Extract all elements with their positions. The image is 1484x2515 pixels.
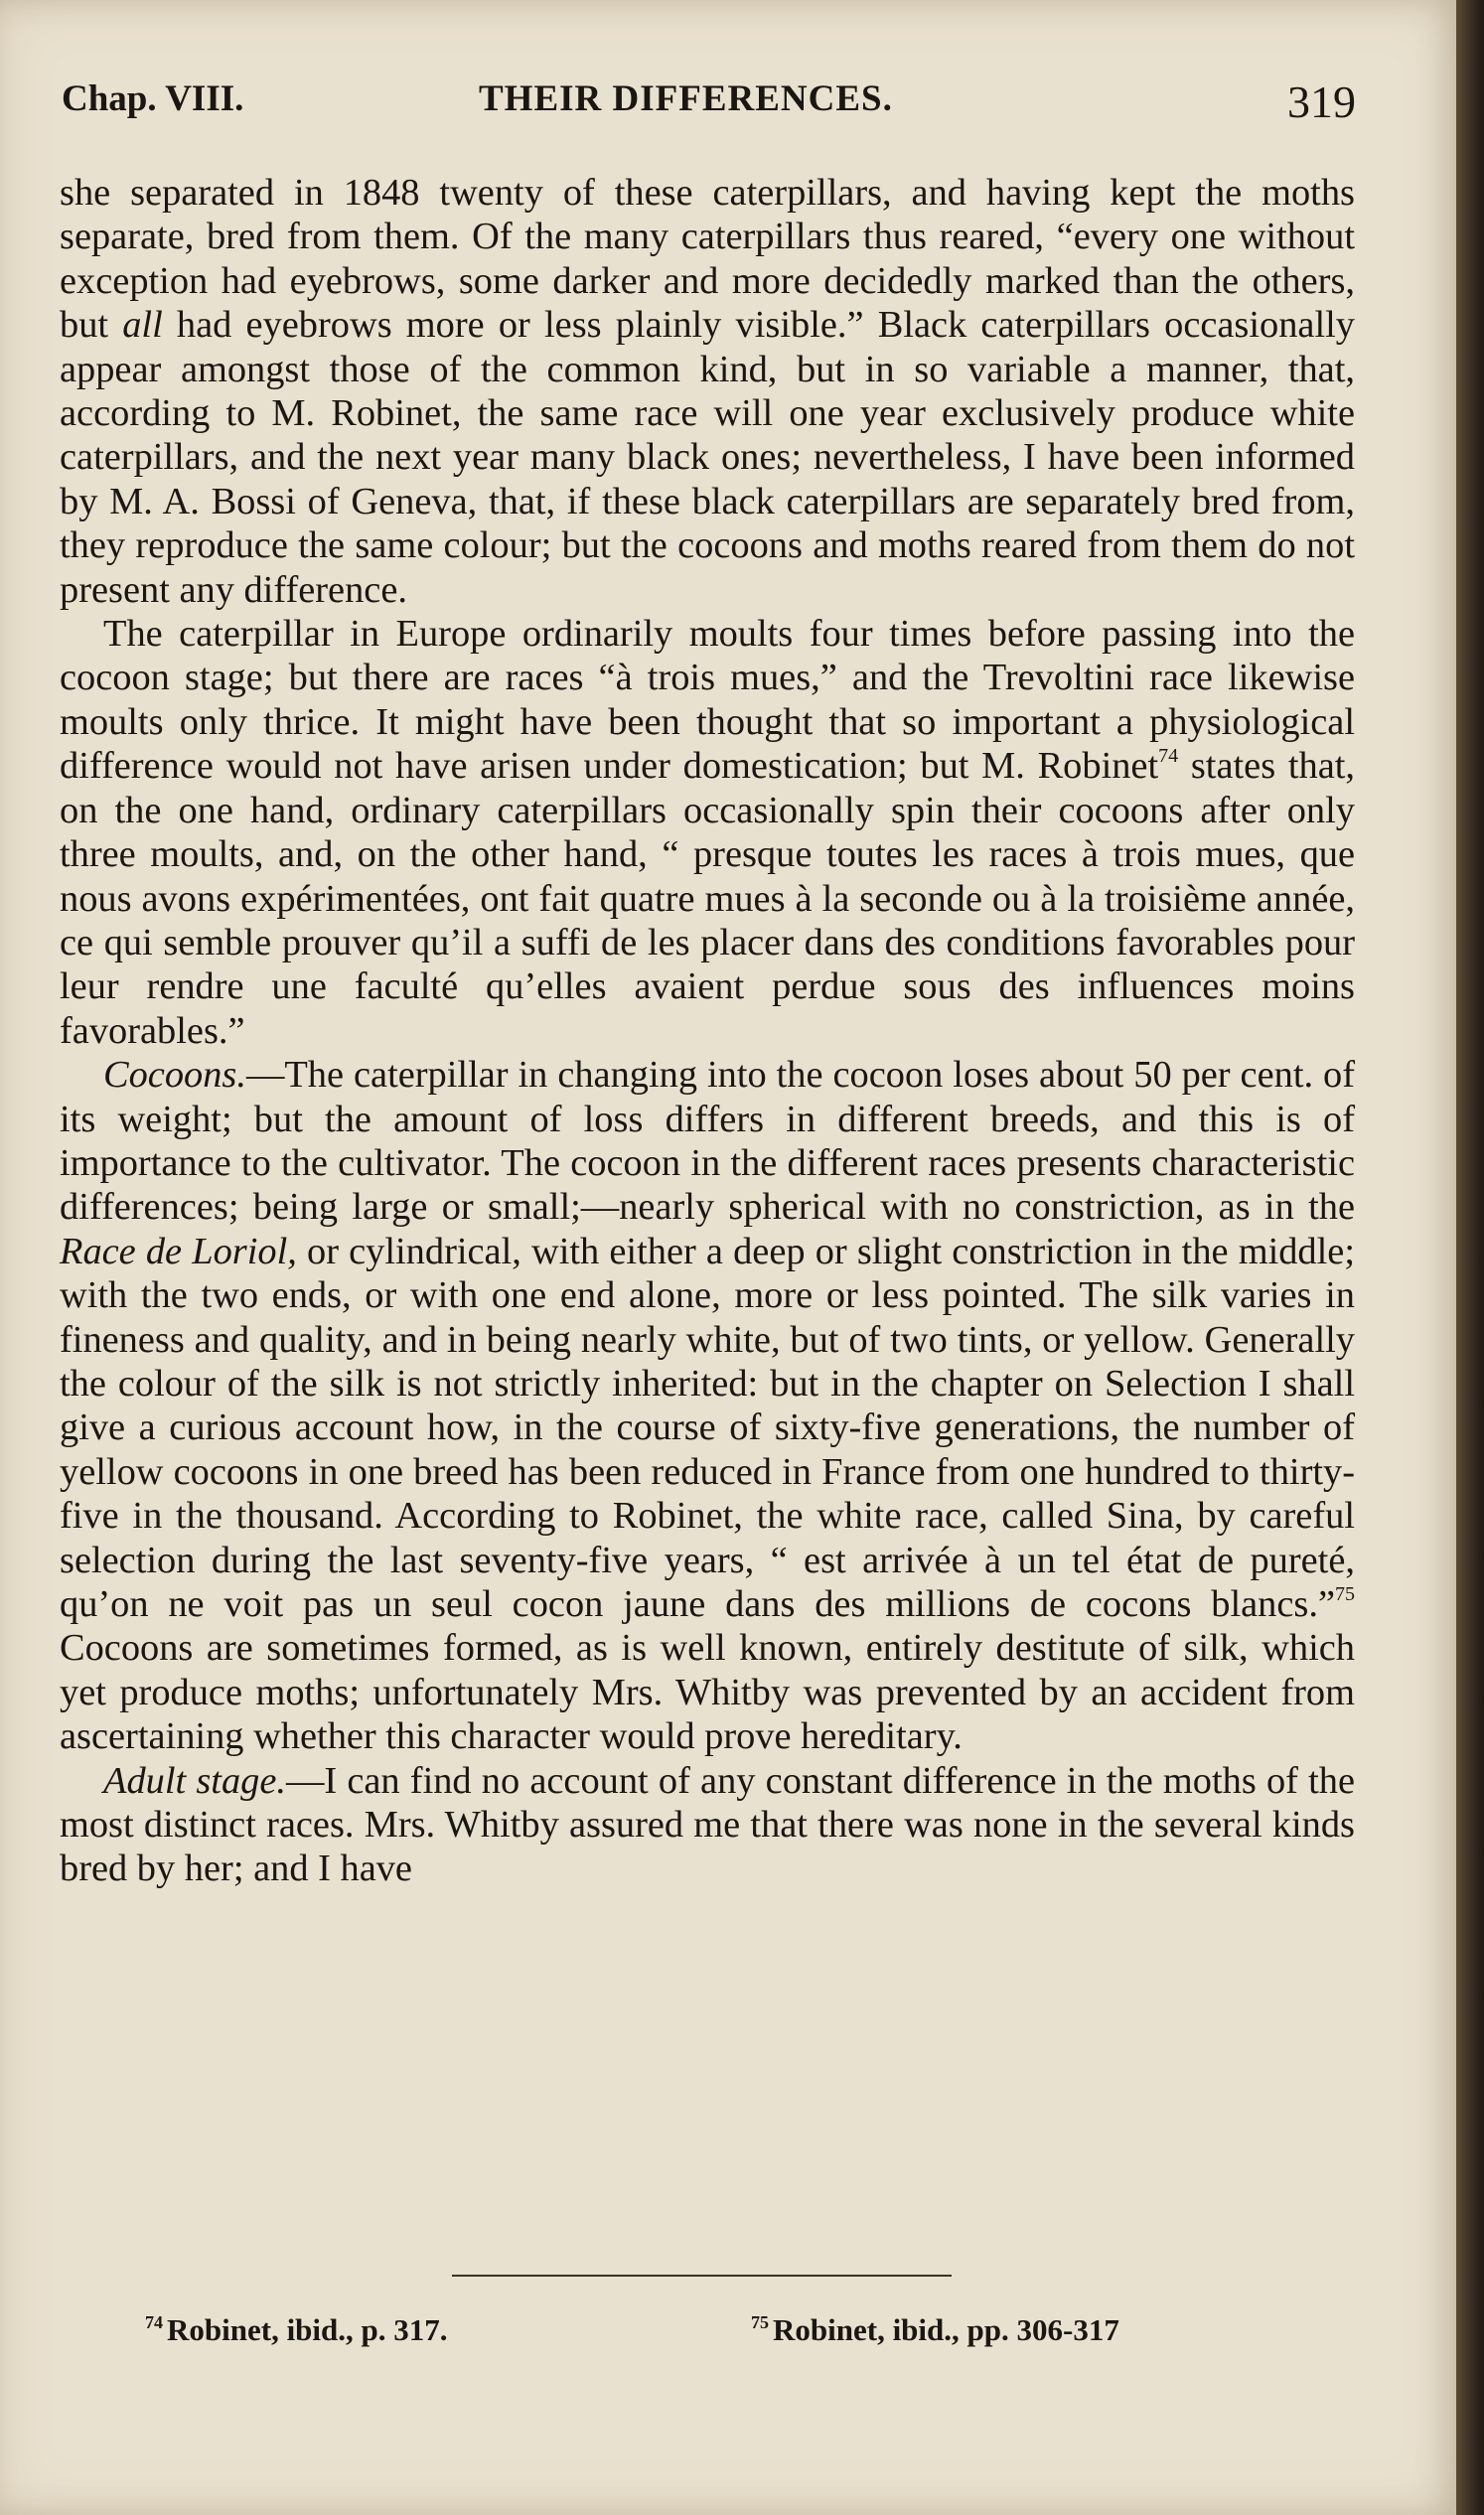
footnote-number: 75 xyxy=(751,2312,769,2332)
footnote-ref-75: 75 xyxy=(1335,1583,1355,1605)
section-heading-adult-stage: Adult stage. xyxy=(103,1759,286,1802)
footnotes xyxy=(145,2312,1254,2362)
footnote-74 xyxy=(145,2312,448,2348)
footnote-text: Robinet, ibid., pp. 306-317 xyxy=(773,2312,1119,2347)
chapter-label: Chap. VIII. xyxy=(62,78,244,119)
running-header xyxy=(62,77,1356,137)
footnote-ref-74: 74 xyxy=(1158,745,1179,768)
paragraph-cocoons xyxy=(60,1053,1355,1759)
emphasis-text: all xyxy=(122,304,163,347)
paragraph-text: she separated in 1848 twenty of these caterpillars, and having kept the moths separate, bred from them. Of the many caterpillars thus reared, “every one without exception had eyebrows, some darker and more decidedly marked than the others, but xyxy=(60,172,1355,347)
footnote-75 xyxy=(751,2312,1119,2348)
emphasis-text: Race de Loriol, xyxy=(60,1230,297,1272)
body-text xyxy=(60,171,1355,1891)
paragraph-adult-stage xyxy=(60,1759,1355,1891)
paragraph-text: —The caterpillar in changing into the cocoon loses about 50 per cent. of its weight; but the amount of loss differs in different breeds, and this is of importance to the cultivator. The cocoon in the different races presents characteristic differences; being large or small;—nearly spherical with no constriction, as in the xyxy=(60,1054,1355,1229)
footnote-text: Robinet, ibid., p. 317. xyxy=(167,2312,448,2347)
footnote-number: 74 xyxy=(145,2312,163,2332)
footnote-divider xyxy=(452,2275,952,2277)
paragraph-text: The caterpillar in Europe ordinarily moults four times before passing into the cocoon stage; but there are races “à trois mues,” and the Trevoltini race likewise moults only thrice. It might have been thought that so important a physiological difference would not have arisen under domestication; but M. Robinet xyxy=(60,613,1355,788)
paragraph-text: had eyebrows more or less plainly visible.” Black caterpillars occasionally appear amongst those of the common kind, but in so variable a manner, that, according to M. Robinet, the same race will one year exclusively produce white caterpillars, and the next year many black ones; nevertheless, I have been informed by M. A. Bossi of Geneva, that, if these black caterpillars are separately bred from, they reproduce the same colour; but the cocoons and moths reared from them do not present any difference. xyxy=(60,304,1355,611)
paragraph-text: states that, on the one hand, ordinary caterpillars occasionally spin their cocoons after only three moults, and, on the other hand, “ presque toutes les races à trois mues, que nous avons expérimentées, ont fait quatre mues à la seconde ou à la troisième année, ce qui semble prouver qu’il a suffi de les placer dans des conditions favorables pour leur rendre une faculté qu’elles avaient perdue sous des influences moins favorables.” xyxy=(60,745,1355,1052)
page-edge-shadow xyxy=(1456,0,1484,2515)
paragraph-text: —I can find no account of any constant difference in the moths of the most distinct races. Mrs. Whitby assured me that there was none in the several kinds bred by her; and I have xyxy=(60,1759,1356,1890)
paragraph-moults xyxy=(60,612,1355,1053)
section-heading-cocoons: Cocoons. xyxy=(103,1054,246,1097)
paragraph-continuation xyxy=(60,171,1355,612)
running-title: THEIR DIFFERENCES. xyxy=(479,78,893,119)
paragraph-text: Cocoons are sometimes formed, as is well known, entirely destitute of silk, which yet produce moths; unfortunately Mrs. Whitby was prevented by an accident from ascertaining whether this character would prove hereditary. xyxy=(60,1627,1355,1758)
page-number: 319 xyxy=(1287,76,1356,127)
paragraph-text: or cylindrical, with either a deep or slight constriction in the middle; with the two ends, or with one end alone, more or less pointed. The silk varies in fineness and quality, and in being nearly white, but of two tints, or yellow. Generally the colour of the silk is not strictly inherited: but in the chapter on Selection I shall give a curious account how, in the course of sixty-five generations, the number of yellow cocoons in one breed has been reduced in France from one hundred to thirty-five in the thousand. According to Robinet, the white race, called Sina, by careful selection during the last seventy-five years, “ est arrivée à un tel état de pureté, qu’on ne voit pas un seul cocon jaune dans des millions de cocons blancs.” xyxy=(60,1230,1355,1625)
